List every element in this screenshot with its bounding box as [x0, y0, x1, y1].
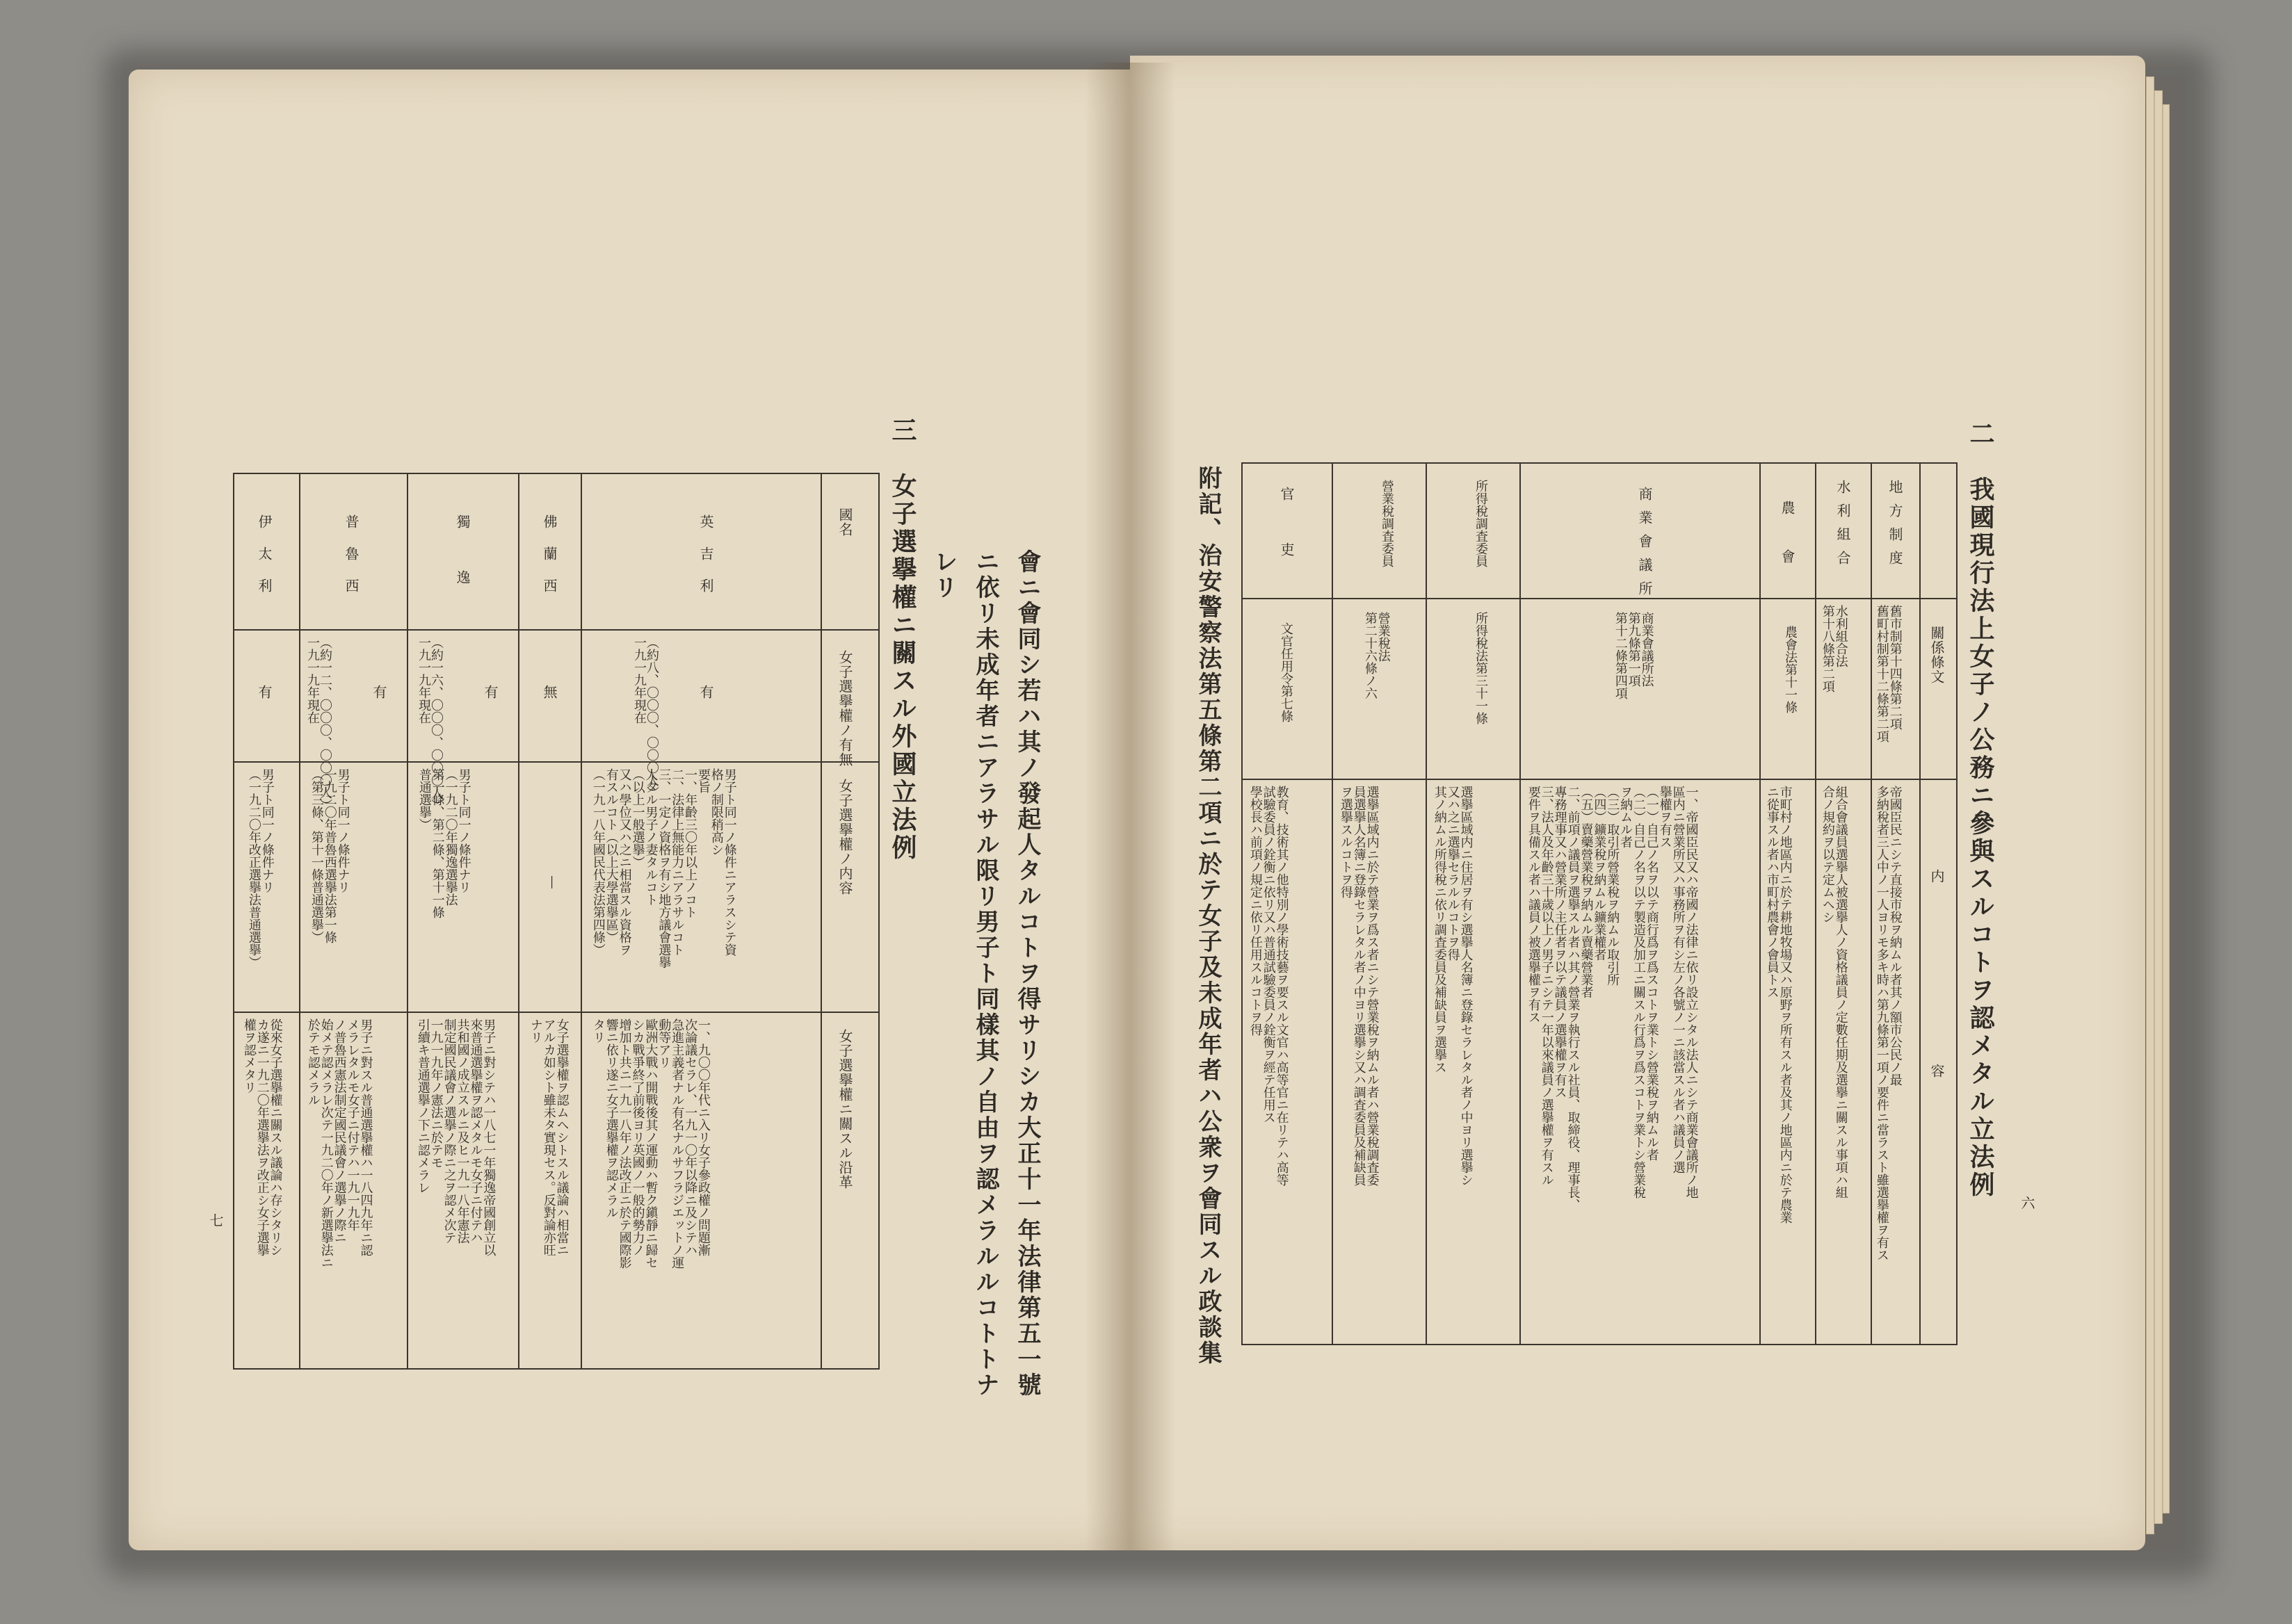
intro-line-1: 會ニ會同シ若ハ其ノ發起人タルコトヲ得サリシカ大正十一年法律第五一號: [1013, 549, 1041, 1398]
content-chamber-of-commerce: 一、帝國臣民又ハ帝國ノ法律ニ依リ設立シタル法人ニシテ商業會議所ノ地 區内ニ營業所又ハ事務所ヲ有シ左ノ各號ノ一ニ該當スル者ハ議員ノ選 擧權ヲ有ス （一）自己ノ名ヲ以テ商行爲ヲ爲スコトヲ業トシ營業稅ヲ納ムル者 （二）自己ノ名ヲ以テ製造及加工ニ關スル行爲ヲ爲スコトヲ業トシ營業稅 ヲ納ムル者 （三）取引所營業稅ヲ納ムル取引所 （四）鑛業稅ヲ納ムル鑛業權者 （五）賣藥營業稅ヲ納ムル賣藥營業者 二、前項ノ議員ヲ選擧スル者ハ其ノ營業ヲ執行スル社員、取締役、理事長、 專務理事又ハ營業所ノ主任者ヲ以テ議員ノ選擧權ヲ有ス 三、法人及年齡三十歲以上ノ男子ニシテ一年以來議員ノ選擧權ヲ有スル 要件ヲ具備スル者ハ議員ノ被選擧權ヲ有ス: [1526, 786, 1699, 1211]
status-prussia: 有: [371, 685, 387, 699]
status-france: 無: [541, 685, 558, 699]
content-local-government: 帝國臣民ニシテ直接市稅ヲ納ムル者其ノ額市公民ノ最 多納稅者三人中ノ一人ヨリモ多キ時ハ第九條第一項ノ要件ニ當ラスト雖選擧權ヲ有ス: [1874, 786, 1903, 1261]
articles-irrigation-union: 水利組合法 第十八條第二項: [1820, 605, 1848, 692]
right-page-number: 六: [2019, 1196, 2035, 1210]
page-edge: [2146, 76, 2154, 1534]
category-local-government: 地方制度: [1887, 480, 1903, 574]
articles-civil-servant: 文官任用令第七條: [1279, 622, 1293, 722]
book-gutter: [1085, 63, 1175, 1550]
status-italy: 有: [256, 685, 273, 699]
table-rule: [1815, 462, 1816, 1345]
country-prussia: 普魯西: [343, 514, 360, 610]
table-rule: [1759, 462, 1761, 1345]
header-content: 内容: [1928, 869, 1945, 1258]
country-england: 英吉利: [697, 514, 714, 610]
content-agricultural-society: 市町村ノ地區内ニ於テ耕地牧場又ハ原野ヲ所有スル者及其ノ地區内ニ於テ農業 ニ從事スル者ハ市町村農會ノ會員トス: [1764, 786, 1793, 1224]
history-prussia: 男子ニ對スル普通選擧權ハ一八四九年ニ認 メラレタルモ女子ニ付テハ一九一九年 ノ普魯西憲法制定國民議會ノ選擧ノ際ニ 始メテ認メラレ次テ一九二〇年ノ新選擧法ニ 於テモ認メラル: [305, 1018, 373, 1269]
table-rule: [821, 473, 822, 1370]
status-note-england: （約八、〇〇〇、〇〇〇人） 一九一九年現在: [632, 636, 659, 799]
header-articles: 關係條文: [1928, 626, 1945, 684]
status-note-germany: （約一六、〇〇〇、〇〇〇人） 一九一九年現在: [417, 636, 444, 811]
table-rule: [299, 473, 300, 1370]
status-germany: 有: [482, 685, 499, 699]
category-agricultural-society: 農會: [1779, 501, 1795, 598]
table-rule: [1241, 779, 1958, 780]
category-irrigation-union: 水利組合: [1834, 480, 1851, 574]
header-status: 女子選擧權ノ有無: [837, 650, 853, 767]
right-section-title: 二 我國現行法上女子ノ公務ニ參與スルコトヲ認メタル立法例: [1966, 421, 1995, 1199]
table-rule: [518, 473, 519, 1370]
left-page-number: 七: [207, 1213, 224, 1227]
content-prussia: 男子ト同一ノ條件ナリ 一九二〇年普魯西選擧法第一條 （第三條、第十一條普通選擧）: [309, 768, 350, 943]
page-edge: [2163, 104, 2170, 1513]
header-country: 國名: [837, 508, 853, 537]
content-germany: 男子ト同一ノ條件ナリ （一九二〇年獨逸選擧法 第一條、第二條、第十一條 普通選擧）: [417, 768, 471, 918]
content-civil-servant: 教育、技術其ノ他特別ノ學術技藝ヲ要スル文官ハ高等官ニ在リテハ高等 試驗委員ノ銓衡ニ依リ又ハ普通試驗委員ノ銓衡ヲ經テ任用ス 學校長ハ前項ノ規定ニ依リ任用スルコトヲ得: [1248, 786, 1289, 1186]
category-civil-servant: 官吏: [1278, 487, 1295, 598]
table-rule: [233, 1012, 880, 1013]
table-rule: [1871, 462, 1872, 1345]
status-note-prussia: （約一二、〇〇〇、〇〇〇人） 一九一九年現在: [305, 636, 332, 811]
table-rule: [1241, 598, 1958, 599]
history-france: 女子選擧權ヲ認ムヘシトスル議論ハ相當ニ アルカ如シト雖未タ實現セス。反對論亦旺 ナリ: [528, 1018, 570, 1256]
content-income-tax-committee: 選擧區域内ニ住居ヲ有シ選擧人名簿ニ登錄セラレタル者ノ中ヨリ選擧シ 又ハ之ニ選擧セラルルコトヲ得 其ノ納ムル所得稅ニ依リ調査委員及補缺員ヲ選擧ス: [1432, 786, 1474, 1186]
content-england: 男子ト同一ノ條件ニアラスシテ資 格ノ制限稍高シ 要旨 一、年齡三〇年以上ノコト 二、法律上無能力ニアラサルコト 三、一定ノ資格ヲ有シ地方議會選擧 人タル男子ノ妻タルコト （以上一般選擧） 又ハ學位又ハ之ニ相當スル資格ヲ 有スルコト（以上大學選擧區） （一九一八年國民代表法第四條）: [590, 768, 737, 968]
appendix-note: 附記、治安警察法第五條第二項ニ於テ女子及未成年者ハ公衆ヲ會同スル政談集: [1194, 466, 1222, 1366]
header-history: 女子選擧權ニ關スル沿革: [837, 1029, 853, 1189]
content-italy: 男子ト同一ノ條件ナリ （一九二〇年改正選擧法普通選擧）: [246, 768, 275, 968]
history-england: 一、九〇〇年代ニ入リ女子參政權ノ問題漸 次論議セラレ、一九一〇年以降ニ及シテハ 急進主義者ナル有名ナルサフラジエットノ運 動等アリ 歐洲大戰ハ開戰後其ノ運動ハ暫ク鎭靜ニ歸セ シカ戰爭終了前後ヨリ英國ノ一般的勢力ノ 增加ト共ニ一九一八年ノ法改正ニ於テ國際影 響ニ依リ遂ニ女子選擧權ヲ認メラル タリ: [590, 1018, 711, 1269]
articles-local-government: 舊市制第十四條第二項 舊町村制第十二條第二項: [1874, 605, 1903, 742]
intro-line-3: レリ: [930, 549, 958, 601]
country-france: 佛蘭西: [541, 514, 558, 610]
history-italy: 從來女子選擧權ニ關スル議論ハ存シタリシ カ遂ニ一九二〇年選擧法ヲ改正シ女子選擧 權ヲ認メタリ: [241, 1018, 283, 1256]
table-rule: [1919, 462, 1921, 1345]
intro-line-2: ニ依リ未成年者ニアラサル限リ男子ト同樣其ノ自由ヲ認メラルルコトトナ: [971, 549, 999, 1398]
category-income-tax-committee: 所得稅調査委員: [1474, 480, 1488, 567]
articles-business-tax-committee: 營業稅法 第二十六條ノ六: [1362, 612, 1391, 699]
category-business-tax-committee: 營業稅調査委員: [1380, 480, 1394, 567]
left-section-title: 三 女子選擧權ニ關スル外國立法例: [888, 417, 917, 862]
content-business-tax-committee: 選擧區域内ニ於テ營業ヲ爲ス者ニシテ營業稅ヲ納ムル者ハ營業稅調査委 員選擧人名簿ニ登錄セラレタル者ノ中ヨリ選擧シ又ハ調査委員及補缺員 ヲ選擧スルコトヲ得: [1338, 786, 1380, 1186]
content-irrigation-union: 組合會議員選擧人被選擧人ノ資格議員ノ定數任期及選擧ニ關スル事項ハ組 合ノ規約ヲ以テ定ムヘシ: [1820, 786, 1848, 1199]
table-rule: [581, 473, 582, 1370]
category-chamber-of-commerce: 商業會議所: [1636, 487, 1653, 605]
table-rule: [407, 473, 408, 1370]
articles-income-tax-committee: 所得稅法第三十一條: [1474, 612, 1488, 724]
country-italy: 伊太利: [256, 514, 273, 610]
articles-chamber-of-commerce: 商業會議所法 第九條第一項 第十二條第四項: [1613, 612, 1654, 699]
table-rule: [233, 629, 880, 631]
page-edge: [2154, 90, 2163, 1524]
header-content: 女子選擧權ノ内容: [837, 779, 853, 895]
articles-agricultural-society: 農會法第十一條: [1783, 626, 1798, 713]
history-germany: 男子ニ對シテハ一八七一年獨逸帝國創立以 來普通選擧權ヲ認メタルモ女子ニ付テハ 共和國ノ成立スルニ及ヒ一九一八年憲法 制定國民議會ノ選擧ノ際ニ之ヲ認メ次テ 一九一九年ノ憲法ニ於テモ 引續キ普通選擧ノ下ニ認メラレ: [415, 1018, 497, 1256]
table-rule: [1519, 462, 1521, 1345]
country-germany: 獨逸: [454, 514, 471, 626]
table-rule: [1332, 462, 1333, 1345]
content-france: ―: [545, 876, 560, 888]
status-england: 有: [697, 685, 714, 699]
table-rule: [1426, 462, 1427, 1345]
